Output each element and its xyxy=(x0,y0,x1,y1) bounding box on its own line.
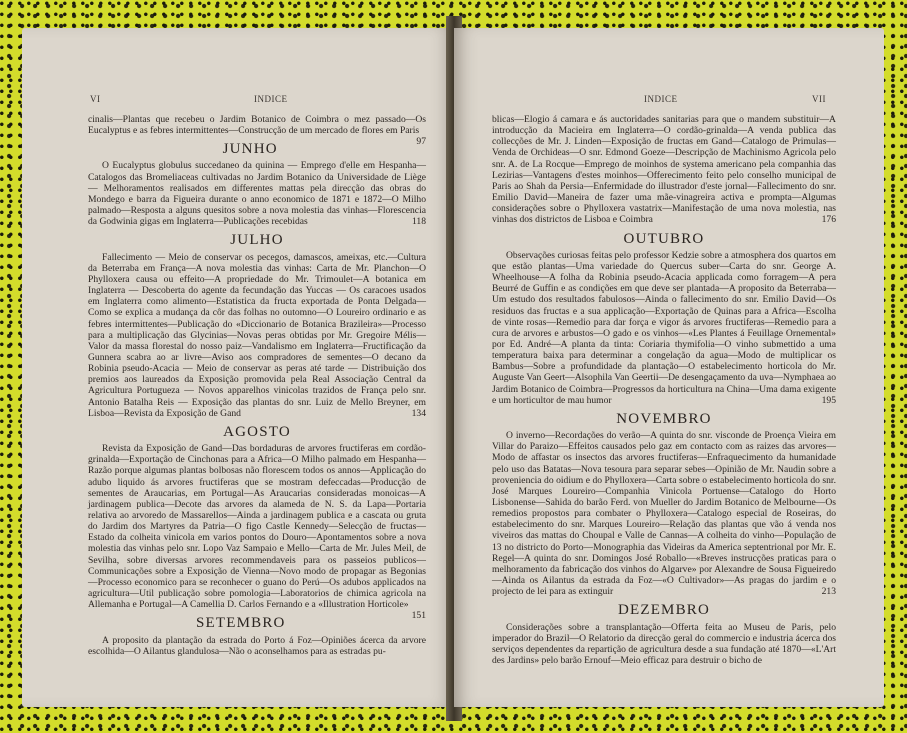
section-title-dezembro: DEZEMBRO xyxy=(617,602,711,619)
entry-continued: cinalis—Plantas que recebeu o Jardim Botanico de Coimbra o mez passado—Os Eucalyptus e as febres intermittentes—Construcção de um mercado de flores em Paris 97 xyxy=(88,114,426,148)
section-title-agosto: AGOSTO xyxy=(223,423,291,440)
section-title-novembro: NOVEMBRO xyxy=(616,410,712,427)
page-ref: 213 xyxy=(821,586,836,598)
entry-julho: Fallecimento — Meio de conservar os pecegos, damascos, ameixas, etc.—Cultura da Beterraba em França—A nova molestia das vinhas: Carta de Mr. Planchon—O Phylloxera causa ou effeito—A propriedade do Mr. Trimoulet—A botanica em Inglaterra — Descoberta do agente da fecundação das Yuccas — Os caracoes usados em Inglaterra como alimento—Estatistica da fructa exportada de Ponta Delgada—Como se explica a mudança da côr das folhas no outomno—O Loureiro ordinario e as febres intermittentes—Publicação do «Diccionario de Botanica Brazileira»—Processo para a multiplicação das Glycinias—Novas peras obtidas por Mr. Gregoire Mélis—Valor da massa florestal do nosso paiz—Vandalismo em Inglaterra—Fructificação da Gunnera scabra ao ar livre—Aviso aos compradores de sementes—O decano da Robinia pseudo-Acacia — Meio de conservar as peras até tarde — Distribuição dos premios aos laureados da Exposição promovida pela Real Associação Central da Agricultura Portugueza — Novos apparelhos vinicolas trazidos de França pelo snr. Antonio Batalha Reis — Exposição das plantas do snr. Luiz de Mello Breyner, em Lisboa—Revista da Exposição de Gand 134 xyxy=(88,251,426,419)
section-title-junho: JUNHO xyxy=(222,141,278,158)
right-page-body xyxy=(492,114,836,666)
page-ref: 134 xyxy=(411,407,426,419)
right-page-number: VII xyxy=(812,94,826,104)
section-title-julho: JULHO xyxy=(230,232,284,249)
entry-junho: O Eucalyptus globulus succedaneo da quinina — Emprego d'elle em Hespanha—Catalogos das Bromeliaceas cultivadas no Jardim Botanico da Universidade de Liège — Melhoramentos realisados em differentes mattas pela direcção das obras do Mondego e barra da Figueira durante o anno economico de 1871 e 1872—O Milho palmado—Resposta a alguns quesitos sobre a nova molestia das vinhas—Florescencia da Godwinia gigas em Inglaterra—Publicações recebidas 118 xyxy=(88,160,426,228)
right-page xyxy=(454,28,884,707)
page-ref: 195 xyxy=(821,394,836,406)
left-page-body xyxy=(88,114,426,657)
entry-dezembro: Considerações sobre a transplantação—Offerta feita ao Museu de Paris, pelo imperador do Brazil—O Relatorio da direcção geral do commercio e industria ácerca dos serviços dependentes da repartição de agricultura desde a sua fundação até 1870—«L'Art des Jardins» pelo barão Ernouf—Meio efficaz para destruir o bicho de xyxy=(492,621,836,667)
entry-outubro: Observações curiosas feitas pelo professor Kedzie sobre a atmosphera dos quartos em que estão plantas—Uma variedade do Quercus suber—Carta do snr. George A. Wheelhouse—A folha da Robinia pseudo-Acacia applicada como forragem—A pera Beurré de Guffin e as condições em que deve ser plantada—A proposito da Beterraba—Um estudo dos resultados fabulosos—Ainda o fallecimento do snr. Emilio David—Os residuos das fructas e a sua applicação—Exportação de Quinas para a Africa—Escolha de vinte rosas—Remedio para dar força e vigor ás arvores fructiferas—Remedio para a cura de arvores e arbustos—O gado e os vinhos—«Les Plantes á Feuillage Ornemental» por Ed. André—A planta da tinta: Coriaria thymifolia—O vinho submettido a uma temperatura baixa para determinar a congelação da agua—Modo de multiplicar os Bambus—Sobre a profundidade da plantação—O estabelecimento horticola do Mr. Auguste Van Geert—Alsophila Van Geertii—De desengaçamento da uva—Nymphaea ao Jardim Botanico de Coimbra—Progressos da horticultura na China—Uma dama exigente e um horticultor de mau humor 195 xyxy=(492,249,836,406)
left-page xyxy=(22,28,454,707)
page-ref: 97 xyxy=(416,136,426,148)
section-title-setembro: SETEMBRO xyxy=(195,615,286,632)
entry-setembro: A proposito da plantação da estrada do Porto á Foz—Opiniões ácerca da arvore escolhida—O Ailantus glandulosa—Não o aconselhamos para as estradas pu- xyxy=(88,634,426,657)
entry-novembro: O inverno—Recordações do verão—A quinta do snr. visconde de Proença Vieira em Villar do Paraizo—Effeitos causados pelo gaz em contacto com as raizes das arvores—Modo de affastar os insectos das arvores fructiferas—Enfraquecimento da humanidade pelo uso das Batatas—Nova tesoura para separar sebes—Opinião de Mr. Naudin sobre a proveniencia do oidium e do Phylloxera—Carta sobre o estabelecimento horticola do snr. José Marques Loureiro—Companhia Vinicola Portuense—Catalogo do Horto Lisbonense—Sahida do barão Ferd. von Mueller do Jardim Botanico de Melbourne—Os remedios propostos para combater o Phylloxera—Catalogo especial de Roseiras, do estabelecimento do snr. Marques Loureiro—Relação das plantas que vão á venda nos viveiros das mattas do Choupal e Valle de Cannas—A colheita do vinho—População de 13 no districto do Porto—Monographia das Videiras da America septentrional por Mr. E. Regel—A quinta do snr. Domingos José Roballo—«Breves instrucções praticas para o melhoramento da fabricação dos vinhos do Algarve» por Alexandre de Sousa Figueiredo—Ainda os Ailantus da estrada da Foz—«O Cultivador»—As pragas do jardim e o projecto de lei para as extinguir 213 xyxy=(492,430,836,598)
entry-agosto: Revista da Exposição de Gand—Das bordaduras de arvores fructiferas em cordão-grinalda—Exportação de Cinchonas para a Africa—O Milho palmado em Hespanha—Razão porque algumas plantas bolbosas não florescem todos os annos—Applicação do adubo liquido ás arvores fructiferas que se mostram defeccadas—Producção de sementes de Araucarias, em Portugal—As Araucarias consideradas monoicas—A jardinagem publica—Decote das arvores da alameda de N. S. da Lapa—Portaria relativa ao arvoredo de Massarellos—Ainda a jardinagem publica e a cascata ou gruta do Jardim dos Martyres da Patria—O figo Castle Kennedy—Selecção de fructas—Estado da colheita vinicola em varios pontos do Douro—Apontamentos sobre a nova molestia das vinhas pelo snr. Lopo Vaz Sampaio e Mello—Carta de Mr. Jules Meil, de Sevilha, sobre diversas arvores recommendaveis para os passeios publicos—Communicações sobre a Exposição de Vienna—Novo modo de propagar as Begonias—Processo economico para se reconhecer o guano do Perú—Os adubos applicados na agricultura—Util publicação sobre pomologia—Laboratorios de chimica agricola na Allemanha e Portugal—A Camellia D. Carlos Fernando e a «Illustration Horticole» 151 xyxy=(88,443,426,622)
page-ref: 151 xyxy=(411,610,426,622)
page-ref: 176 xyxy=(821,214,836,226)
left-running-header: INDICE xyxy=(254,94,288,104)
right-running-header: INDICE xyxy=(644,94,678,104)
page-ref: 118 xyxy=(411,216,426,228)
entry-continued: blicas—Elogio á camara e ás auctoridades sanitarias para que o mandem substituir—A introducção da Macieira em Inglaterra—O cordão-grinalda—A venda publica das collecções de Mr. J. Linden—Exposição de fructas em Gand—Catalogo de Primulas—Venda de Orchideas—O snr. Edmond Goeze—Descripção de Machinismo Agricola pelo snr. A. de La Rocque—Emprego de moinhos de systema americano pela companhia das Lezirias—Vantagens d'estes moinhos—Offerecimento feito pelo conselho municipal de Paris ao Shah da Persia—Enfermidade do illustrador d'este jornal—Fallecimento do snr. Emilio David—Maneira de fazer uma mãe-vinagreira activa e prompta—Algumas considerações sobre o Phylloxera vastatrix—Manifestação de uma nova molestia, nas vinhas dos districtos de Lisboa e Coimbra 176 xyxy=(492,114,836,226)
left-page-number: VI xyxy=(90,94,101,104)
section-title-outubro: OUTUBRO xyxy=(623,230,705,247)
